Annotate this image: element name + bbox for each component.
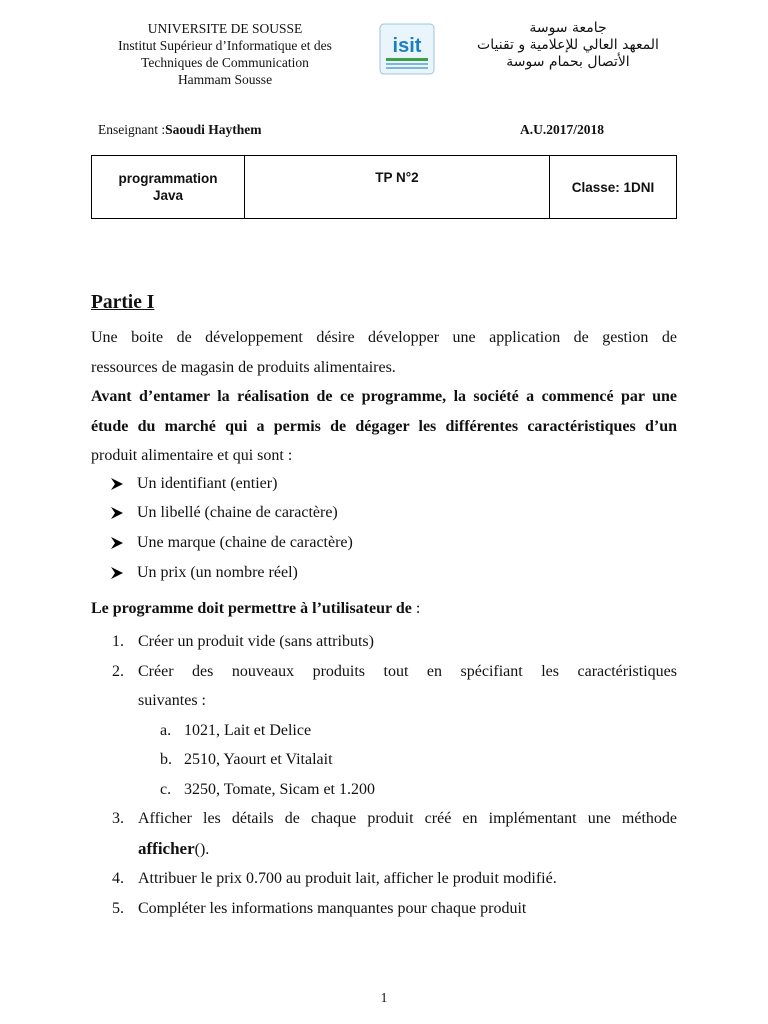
intro-line-2: ressources de magasin de produits alimentaires. <box>91 358 396 376</box>
item-text-line-2: suivantes : <box>138 692 206 709</box>
teacher-name: Saoudi Haythem <box>165 122 262 137</box>
university-name: UNIVERSITE DE SOUSSE <box>147 21 303 36</box>
list-item <box>110 469 610 499</box>
arabic-line-3: الأتصال بحمام سوسة <box>506 54 630 70</box>
intro-paragraph <box>91 323 677 471</box>
teacher-label: Enseignant : <box>98 122 166 137</box>
req-colon: : <box>411 600 421 617</box>
intro-line-1: Une boite de développement désire développer une application de gestion de <box>91 329 677 346</box>
subject-line-2: Java <box>152 188 184 203</box>
page-number: 1 <box>380 990 388 1005</box>
institute-city: Hammam Sousse <box>177 72 273 87</box>
item-number: 5. <box>112 899 124 917</box>
tp-cell <box>245 156 550 219</box>
course-info-table <box>91 155 677 219</box>
list-item <box>112 894 677 924</box>
sub-item <box>112 775 677 805</box>
arabic-line-2: المعهد العالي للإعلامية و تقنيات <box>477 37 659 53</box>
item-number: 1. <box>112 633 124 650</box>
item-text: Attribuer le prix 0.700 au produit lait, afficher le produit modifié. <box>138 870 557 887</box>
item-text: Compléter les informations manquantes pour chaque produit <box>138 899 527 917</box>
sub-item <box>112 745 677 775</box>
list-item <box>110 499 610 529</box>
arabic-header <box>450 20 686 71</box>
sub-item <box>112 716 677 746</box>
class-cell <box>550 156 677 219</box>
list-item <box>112 864 677 894</box>
institute-line-1: Institut Supérieur d’Informatique et des <box>118 38 332 53</box>
arrow-bullet-icon <box>110 566 124 580</box>
arrow-bullet-icon <box>110 506 124 520</box>
requirements-list <box>112 627 677 923</box>
class-label: Classe: 1DNI <box>571 179 655 195</box>
sub-item-letter: c. <box>160 780 172 798</box>
list-item <box>110 528 610 558</box>
teacher-info <box>98 122 262 138</box>
bullet-text: Un libellé (chaine de caractère) <box>137 504 338 522</box>
part-title: Partie I <box>91 292 155 313</box>
item-text-line-1: Afficher les détails de chaque produit créé en implémentant une méthode <box>138 810 677 827</box>
list-item <box>112 657 677 716</box>
sub-item-text: 3250, Tomate, Sicam et 1.200 <box>184 780 375 798</box>
bold-line-2: étude du marché qui a permis de dégager les différentes caractéristiques d’un <box>91 417 677 435</box>
method-name: afficher <box>138 838 195 858</box>
subject-cell <box>92 156 245 219</box>
arrow-bullet-icon <box>110 477 124 491</box>
requirements-title <box>91 600 420 618</box>
bullet-text: Une marque (chaine de caractère) <box>137 533 353 551</box>
characteristics-list <box>110 469 610 587</box>
arrow-bullet-icon <box>110 536 124 550</box>
list-item <box>110 558 610 588</box>
sub-item-letter: a. <box>160 721 172 739</box>
item-text-line-1: Créer des nouveaux produits tout en spécifiant les caractéristiques <box>138 662 677 680</box>
arabic-line-1: جامعة سوسة <box>529 20 607 36</box>
bullet-text: Un identifiant (entier) <box>137 474 278 492</box>
bullet-text: Un prix (un nombre réel) <box>137 563 298 581</box>
institute-line-2: Techniques de Communication <box>141 55 309 70</box>
after-line: produit alimentaire et qui sont : <box>91 447 293 464</box>
item-text: Créer un produit vide (sans attributs) <box>138 633 374 650</box>
sub-item-letter: b. <box>160 751 172 768</box>
tp-number: TP N°2 <box>375 170 419 185</box>
item-number: 4. <box>112 870 124 887</box>
list-item <box>112 804 677 864</box>
institution-header <box>96 20 354 88</box>
sub-item-text: 1021, Lait et Delice <box>184 721 312 739</box>
method-parens: (). <box>194 840 210 858</box>
subject-line-1: programmation <box>118 171 218 186</box>
sub-item-text: 2510, Yaourt et Vitalait <box>184 751 333 768</box>
logo-text: isit <box>392 35 422 57</box>
academic-year: A.U.2017/2018 <box>520 122 604 137</box>
item-number: 2. <box>112 662 124 680</box>
list-item <box>112 627 677 657</box>
bold-line-1: Avant d’entamer la réalisation de ce programme, la société a commencé par une <box>91 388 677 405</box>
item-number: 3. <box>112 810 124 827</box>
isit-logo <box>378 22 436 76</box>
req-title-text: Le programme doit permettre à l’utilisateur de <box>91 600 412 617</box>
